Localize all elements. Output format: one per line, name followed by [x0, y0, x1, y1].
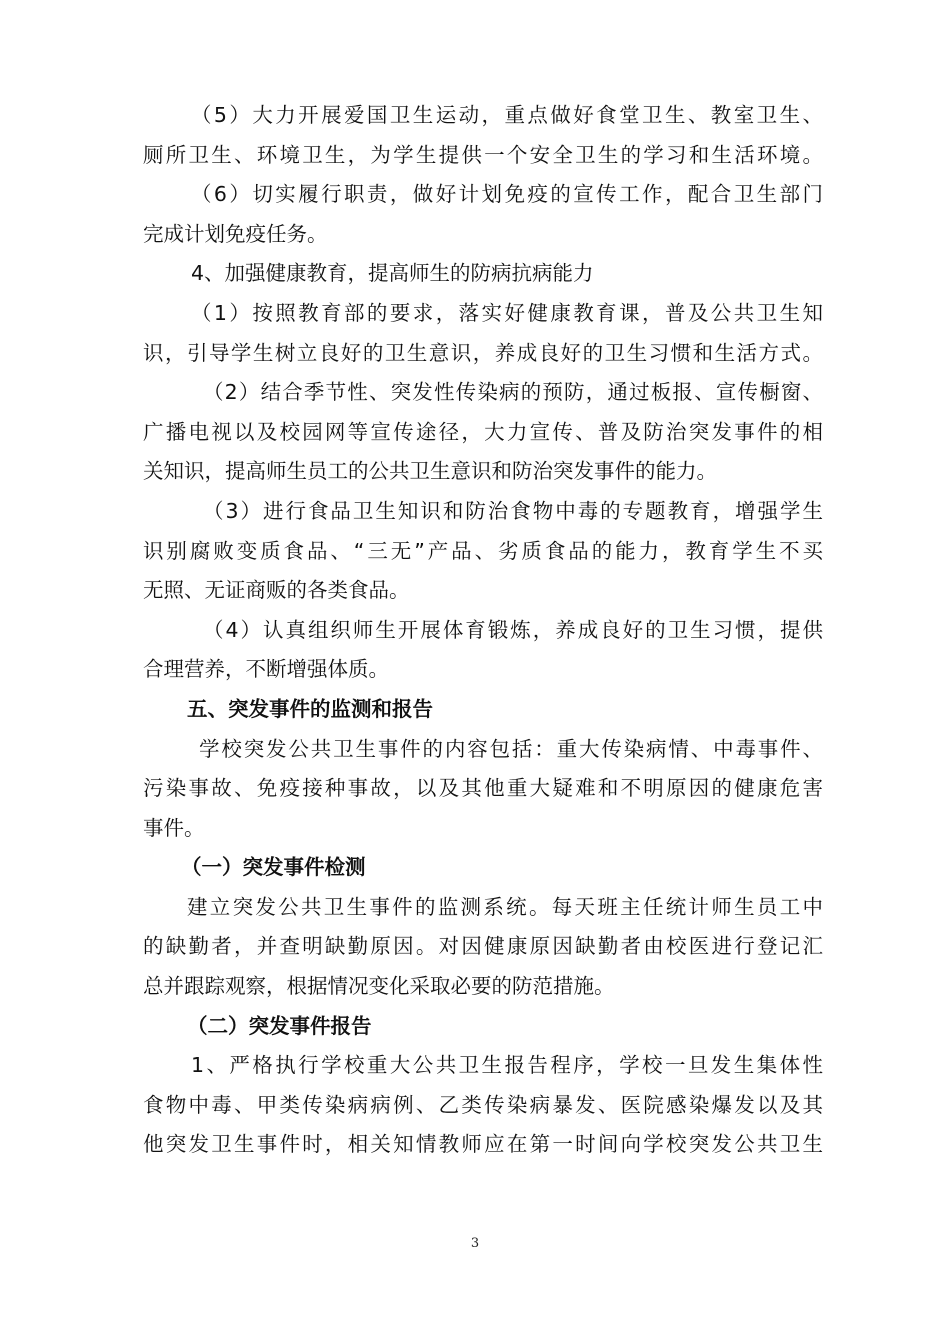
text-line: （1）按照教育部的要求，落实好健康教育课，普及公共卫生知	[191, 300, 823, 325]
text-line: 无照、无证商贩的各类食品。	[143, 578, 410, 603]
text-line: 广播电视以及校园网等宣传途径，大力宣传、普及防治突发事件的相	[143, 419, 823, 444]
page-number: 3	[470, 1236, 480, 1251]
text-line: （3）进行食品卫生知识和防治食物中毒的专题教育，增强学生	[203, 498, 823, 523]
text-line: （6）切实履行职责，做好计划免疫的宣传工作，配合卫生部门	[191, 182, 823, 207]
text-line: 合理营养，不断增强体质。	[143, 657, 389, 682]
text-line: 关知识，提高师生员工的公共卫生意识和防治突发事件的能力。	[143, 459, 717, 484]
text-line: 识别腐败变质食品、“三无”产品、劣质食品的能力，教育学生不买	[143, 538, 823, 563]
text-line: 事件。	[143, 815, 205, 840]
section-heading: （二）突发事件报告	[187, 1013, 372, 1038]
text-line: 他突发卫生事件时，相关知情教师应在第一时间向学校突发公共卫生	[143, 1132, 823, 1157]
section-heading: 五、突发事件的监测和报告	[187, 696, 433, 721]
text-line: 1、严格执行学校重大公共卫生报告程序，学校一旦发生集体性	[191, 1053, 823, 1078]
section-heading: （一）突发事件检测	[181, 855, 366, 880]
text-line: 食物中毒、甲类传染病病例、乙类传染病暴发、医院感染爆发以及其	[143, 1092, 823, 1117]
text-line: 厕所卫生、环境卫生，为学生提供一个安全卫生的学习和生活环境。	[143, 142, 823, 167]
text-line: 4、加强健康教育，提高师生的防病抗病能力	[191, 261, 594, 286]
text-line: （4）认真组织师生开展体育锻炼，养成良好的卫生习惯，提供	[203, 617, 823, 642]
text-line: 完成计划免疫任务。	[143, 221, 328, 246]
text-line: （5）大力开展爱国卫生运动，重点做好食堂卫生、教室卫生、	[191, 103, 823, 127]
text-line: 识，引导学生树立良好的卫生意识，养成良好的卫生习惯和生活方式。	[143, 340, 823, 365]
text-line: 学校突发公共卫生事件的内容包括：重大传染病情、中毒事件、	[199, 736, 823, 761]
text-line: 的缺勤者，并查明缺勤原因。对因健康原因缺勤者由校医进行登记汇	[143, 934, 823, 959]
text-line: 建立突发公共卫生事件的监测系统。每天班主任统计师生员工中	[187, 894, 823, 919]
text-line: 总并跟踪观察，根据情况变化采取必要的防范措施。	[143, 974, 615, 999]
document-body	[143, 96, 823, 1165]
text-line: （2）结合季节性、突发性传染病的预防，通过板报、宣传橱窗、	[203, 380, 823, 405]
text-line: 污染事故、免疫接种事故，以及其他重大疑难和不明原因的健康危害	[143, 776, 823, 801]
